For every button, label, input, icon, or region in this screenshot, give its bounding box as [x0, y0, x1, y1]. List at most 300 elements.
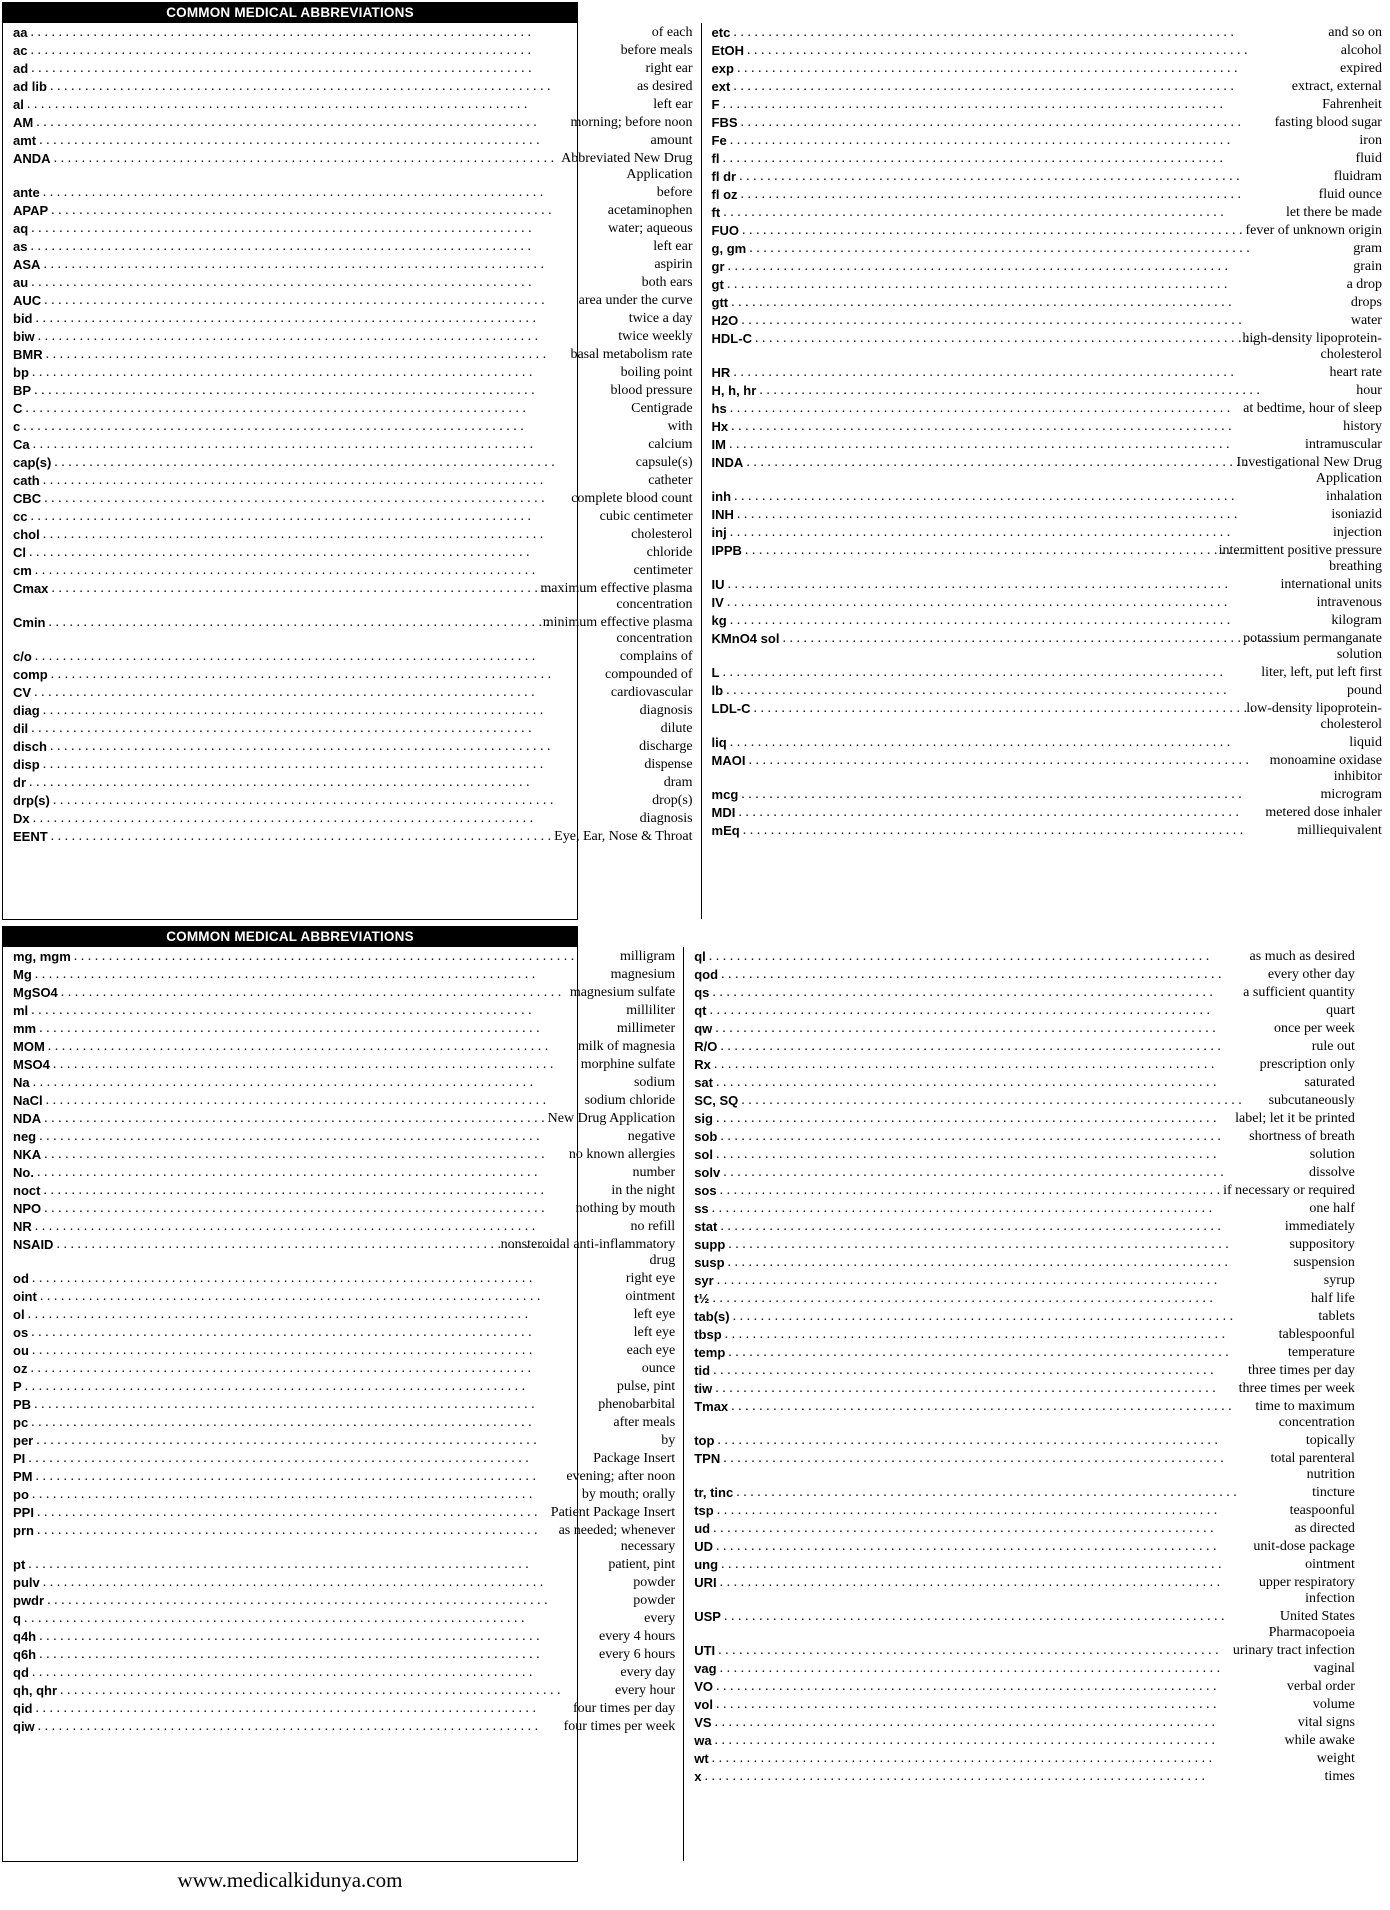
- abbreviation-meaning: nothing by mouth: [575, 1201, 676, 1216]
- abbreviation-term: IV: [711, 595, 724, 610]
- abbreviation-entry: [13, 1505, 675, 1521]
- abbreviation-entry: [694, 1111, 1355, 1127]
- abbreviation-term: ac: [13, 43, 28, 58]
- abbreviation-meaning: hour: [1356, 383, 1382, 398]
- leader-dots: [44, 293, 575, 309]
- abbreviation-term: ASA: [13, 257, 41, 272]
- abbreviation-term: q6h: [13, 1647, 37, 1662]
- abbreviation-term: MgSO4: [13, 985, 58, 1000]
- abbreviation-meaning: basal metabolism rate: [570, 347, 693, 362]
- abbreviation-entry: [712, 735, 1382, 751]
- leader-dots: [741, 1093, 1265, 1109]
- abbreviation-meaning: metered dose inhaler: [1265, 805, 1382, 820]
- abbreviation-meaning: ointment: [625, 1289, 676, 1304]
- leader-dots: [759, 383, 1353, 399]
- abbreviation-term: sat: [694, 1075, 713, 1090]
- abbreviation-term: Rx: [694, 1057, 711, 1072]
- abbreviation-meaning: half life: [1310, 1291, 1355, 1306]
- abbreviation-meaning: inhalation: [1325, 489, 1382, 504]
- abbreviation-entry: [694, 1451, 1355, 1483]
- abbreviation-entry: [13, 491, 693, 507]
- abbreviation-term: dil: [13, 721, 29, 736]
- abbreviation-entry: [694, 1363, 1355, 1379]
- leader-dots: [715, 1733, 1282, 1749]
- abbreviation-entry: [712, 753, 1382, 785]
- leader-dots: [716, 1539, 1250, 1555]
- abbreviation-meaning: discharge: [639, 739, 693, 754]
- abbreviation-meaning: drops: [1350, 295, 1382, 310]
- abbreviation-meaning: every other day: [1267, 967, 1355, 982]
- leader-dots: [728, 259, 1351, 275]
- leader-dots: [704, 1769, 1321, 1785]
- leader-dots: [51, 203, 605, 219]
- abbreviation-entry: [712, 43, 1382, 59]
- abbreviation-meaning: time to maximum concentration: [1255, 1399, 1355, 1430]
- abbreviation-entry: [13, 1219, 675, 1235]
- abbreviation-meaning: no refill: [630, 1219, 676, 1234]
- abbreviation-meaning: magnesium sulfate: [569, 985, 676, 1000]
- abbreviation-meaning: boiling point: [620, 365, 693, 380]
- abbreviation-term: USP: [694, 1609, 721, 1624]
- abbreviation-term: wt: [694, 1751, 709, 1766]
- abbreviation-term: Dx: [13, 811, 30, 826]
- abbreviation-entry: [694, 949, 1355, 965]
- leader-dots: [737, 61, 1337, 77]
- leader-dots: [54, 455, 632, 471]
- leader-dots: [37, 1505, 548, 1521]
- leader-dots: [43, 185, 654, 201]
- abbreviation-entry: [694, 1273, 1355, 1289]
- abbreviation-term: INDA: [711, 455, 744, 470]
- abbreviation-entry: [694, 1751, 1355, 1767]
- abbreviation-entry: [13, 563, 693, 579]
- abbreviation-term: pc: [13, 1415, 29, 1430]
- abbreviation-meaning: powder: [633, 1593, 676, 1608]
- abbreviation-meaning: aspirin: [654, 257, 693, 272]
- abbreviation-entry: [13, 473, 693, 489]
- leader-dots: [733, 1309, 1316, 1325]
- abbreviation-entry: [712, 25, 1382, 41]
- abbreviation-entry: [13, 1523, 675, 1555]
- abbreviation-entry: [712, 683, 1382, 699]
- abbreviation-entry: [13, 365, 693, 381]
- abbreviation-entry: [13, 1611, 675, 1627]
- abbreviation-term: tsp: [694, 1503, 714, 1518]
- abbreviation-meaning: New Drug Application: [547, 1111, 676, 1126]
- abbreviation-meaning: nonsteroidal anti-inflammatory drug: [500, 1237, 676, 1268]
- abbreviation-entry: [13, 985, 675, 1001]
- abbreviation-entry: [13, 1415, 675, 1431]
- abbreviation-meaning: and so on: [1328, 25, 1382, 40]
- leader-dots: [44, 491, 568, 507]
- leader-dots: [39, 1629, 596, 1645]
- abbreviation-entry: [13, 1237, 675, 1269]
- abbreviation-meaning: fluid ounce: [1318, 187, 1382, 202]
- abbreviation-term: noct: [13, 1183, 41, 1198]
- panel-1-left-column: [3, 23, 702, 919]
- abbreviation-meaning: ounce: [641, 1361, 676, 1376]
- leader-dots: [29, 775, 661, 791]
- leader-dots: [742, 223, 1243, 239]
- leader-dots: [39, 1129, 625, 1145]
- leader-dots: [728, 1345, 1285, 1361]
- abbreviation-term: ante: [13, 185, 40, 200]
- leader-dots: [61, 985, 567, 1001]
- abbreviation-term: ad lib: [13, 79, 47, 94]
- abbreviation-term: wa: [694, 1733, 712, 1748]
- abbreviation-term: cm: [13, 563, 32, 578]
- abbreviation-term: pwdr: [13, 1593, 45, 1608]
- abbreviation-term: q4h: [13, 1629, 37, 1644]
- abbreviation-term: chol: [13, 527, 40, 542]
- abbreviation-term: drp(s): [13, 793, 50, 808]
- abbreviation-term: UTI: [694, 1643, 716, 1658]
- abbreviation-term: gtt: [711, 295, 729, 310]
- abbreviation-term: IM: [711, 437, 726, 452]
- abbreviation-meaning: catheter: [648, 473, 693, 488]
- abbreviation-entry: [694, 1057, 1355, 1073]
- leader-dots: [32, 365, 618, 381]
- abbreviation-meaning: fever of unknown origin: [1245, 223, 1382, 238]
- leader-dots: [728, 1237, 1286, 1253]
- leader-dots: [723, 205, 1283, 221]
- leader-dots: [723, 1165, 1306, 1181]
- leader-dots: [716, 1679, 1284, 1695]
- abbreviation-term: neg: [13, 1129, 37, 1144]
- abbreviation-entry: [694, 1147, 1355, 1163]
- leader-dots: [39, 1021, 614, 1037]
- abbreviation-term: F: [711, 97, 720, 112]
- abbreviation-meaning: rule out: [1311, 1039, 1355, 1054]
- leader-dots: [715, 1715, 1295, 1731]
- abbreviation-entry: [712, 805, 1382, 821]
- abbreviation-term: comp: [13, 667, 48, 682]
- leader-dots: [730, 401, 1240, 417]
- abbreviation-meaning: solution: [1309, 1147, 1355, 1162]
- leader-dots: [74, 949, 617, 965]
- abbreviation-term: tiw: [694, 1381, 713, 1396]
- leader-dots: [718, 1643, 1230, 1659]
- abbreviation-meaning: negative: [627, 1129, 676, 1144]
- abbreviation-entry: [694, 1021, 1355, 1037]
- abbreviation-entry: [712, 295, 1382, 311]
- abbreviation-entry: [13, 1683, 675, 1699]
- leader-dots: [728, 577, 1278, 593]
- abbreviation-entry: [694, 1769, 1355, 1785]
- abbreviation-entry: [694, 1345, 1355, 1361]
- abbreviation-entry: [712, 823, 1382, 839]
- abbreviation-term: BMR: [13, 347, 43, 362]
- abbreviation-meaning: left eye: [633, 1307, 676, 1322]
- abbreviation-entry: [694, 1255, 1355, 1271]
- abbreviation-meaning: history: [1343, 419, 1382, 434]
- abbreviation-entry: [712, 525, 1382, 541]
- abbreviation-entry: [13, 739, 693, 755]
- abbreviation-entry: [13, 419, 693, 435]
- leader-dots: [724, 1609, 1196, 1625]
- abbreviation-meaning: each eye: [626, 1343, 676, 1358]
- abbreviation-meaning: ointment: [1305, 1557, 1355, 1572]
- abbreviation-entry: [13, 239, 693, 255]
- abbreviation-meaning: saturated: [1304, 1075, 1355, 1090]
- abbreviation-term: CBC: [13, 491, 42, 506]
- abbreviation-entry: [712, 383, 1382, 399]
- leader-dots: [30, 239, 650, 255]
- abbreviation-entry: [13, 25, 693, 41]
- abbreviation-meaning: every day: [620, 1665, 676, 1680]
- abbreviation-entry: [13, 401, 693, 417]
- abbreviation-entry: [694, 1003, 1355, 1019]
- abbreviation-meaning: microgram: [1320, 787, 1382, 802]
- abbreviation-entry: [13, 1487, 675, 1503]
- abbreviation-term: solv: [694, 1165, 721, 1180]
- leader-dots: [737, 507, 1328, 523]
- leader-dots: [39, 1647, 596, 1663]
- leader-dots: [36, 1433, 658, 1449]
- abbreviation-entry: [13, 793, 693, 809]
- leader-dots: [29, 545, 644, 561]
- abbreviation-meaning: right ear: [645, 61, 693, 76]
- abbreviation-meaning: evening; after noon: [566, 1469, 676, 1484]
- abbreviation-entry: [13, 329, 693, 345]
- abbreviation-meaning: amount: [650, 133, 693, 148]
- abbreviation-term: vag: [694, 1661, 717, 1676]
- abbreviation-entry: [712, 613, 1382, 629]
- abbreviation-entry: [13, 757, 693, 773]
- abbreviation-entry: [694, 1093, 1355, 1109]
- abbreviation-term: NKA: [13, 1147, 42, 1162]
- abbreviation-meaning: as needed; whenever necessary: [558, 1523, 676, 1554]
- abbreviation-meaning: Fahrenheit: [1322, 97, 1382, 112]
- abbreviation-entry: [694, 1733, 1355, 1749]
- abbreviation-entry: [712, 259, 1382, 275]
- abbreviation-meaning: complete blood count: [571, 491, 693, 506]
- abbreviation-meaning: pound: [1346, 683, 1382, 698]
- abbreviation-entry: [694, 1291, 1355, 1307]
- leader-dots: [31, 1325, 630, 1341]
- abbreviation-term: Tmax: [694, 1399, 729, 1414]
- abbreviation-term: Ca: [13, 437, 30, 452]
- leader-dots: [35, 563, 631, 579]
- abbreviation-term: MAOI: [711, 753, 746, 768]
- leader-dots: [716, 1697, 1310, 1713]
- leader-dots: [43, 257, 651, 273]
- abbreviation-meaning: unit-dose package: [1253, 1539, 1355, 1554]
- leader-dots: [725, 1327, 1276, 1343]
- abbreviation-entry: [694, 1309, 1355, 1325]
- abbreviation-meaning: compounded of: [605, 667, 693, 682]
- abbreviation-meaning: grain: [1353, 259, 1382, 274]
- abbreviation-meaning: injection: [1332, 525, 1382, 540]
- abbreviation-entry: [13, 383, 693, 399]
- abbreviation-term: MOM: [13, 1039, 45, 1054]
- abbreviation-entry: [712, 187, 1382, 203]
- abbreviation-term: FBS: [711, 115, 738, 130]
- leader-dots: [31, 61, 642, 77]
- abbreviation-term: supp: [694, 1237, 726, 1252]
- leader-dots: [30, 43, 617, 59]
- leader-dots: [720, 1661, 1311, 1677]
- abbreviation-term: cap(s): [13, 455, 52, 470]
- abbreviation-entry: [13, 811, 693, 827]
- leader-dots: [733, 365, 1326, 381]
- abbreviation-term: ol: [13, 1307, 25, 1322]
- abbreviation-term: NR: [13, 1219, 32, 1234]
- abbreviation-term: H2O: [711, 313, 739, 328]
- abbreviation-entry: [13, 79, 693, 95]
- abbreviation-meaning: milliliter: [626, 1003, 676, 1018]
- abbreviation-entry: [712, 787, 1382, 803]
- leader-dots: [47, 1593, 630, 1609]
- leader-dots: [722, 151, 1352, 167]
- abbreviation-term: pulv: [13, 1575, 40, 1590]
- abbreviation-entry: [694, 1327, 1355, 1343]
- leader-dots: [28, 1451, 590, 1467]
- abbreviation-entry: [13, 1361, 675, 1377]
- abbreviation-entry: [13, 703, 693, 719]
- abbreviation-term: hs: [711, 401, 727, 416]
- abbreviation-term: INH: [711, 507, 734, 522]
- abbreviation-entry: [694, 1075, 1355, 1091]
- abbreviation-meaning: capsule(s): [635, 455, 693, 470]
- abbreviation-meaning: shortness of breath: [1249, 1129, 1355, 1144]
- abbreviation-entry: [13, 949, 675, 965]
- leader-dots: [30, 509, 596, 525]
- abbreviation-entry: [694, 1165, 1355, 1181]
- leader-dots: [712, 1751, 1314, 1767]
- leader-dots: [32, 1271, 623, 1287]
- abbreviation-entry: [13, 721, 693, 737]
- leader-dots: [723, 1451, 1217, 1467]
- abbreviation-meaning: volume: [1312, 1697, 1355, 1712]
- leader-dots: [730, 133, 1357, 149]
- abbreviation-entry: [13, 1307, 675, 1323]
- abbreviation-term: inh: [711, 489, 732, 504]
- abbreviation-entry: [694, 1399, 1355, 1431]
- leader-dots: [50, 739, 636, 755]
- abbreviation-meaning: at bedtime, hour of sleep: [1243, 401, 1382, 416]
- abbreviation-term: APAP: [13, 203, 49, 218]
- abbreviation-entry: [712, 365, 1382, 381]
- abbreviation-entry: [13, 649, 693, 665]
- abbreviation-meaning: upper respiratory infection: [1258, 1575, 1355, 1606]
- abbreviation-entry: [694, 1433, 1355, 1449]
- abbreviation-meaning: temperature: [1288, 1345, 1355, 1360]
- leader-dots: [48, 1039, 575, 1055]
- leader-dots: [43, 757, 642, 773]
- leader-dots: [31, 1003, 623, 1019]
- abbreviation-meaning: by mouth; orally: [581, 1487, 676, 1502]
- abbreviation-term: aq: [13, 221, 29, 236]
- abbreviation-meaning: heart rate: [1329, 365, 1382, 380]
- abbreviation-term: qt: [694, 1003, 707, 1018]
- leader-dots: [741, 115, 1272, 131]
- abbreviation-entry: [13, 685, 693, 701]
- abbreviation-meaning: vital signs: [1297, 1715, 1355, 1730]
- leader-dots: [25, 401, 628, 417]
- abbreviation-term: P: [13, 1379, 22, 1394]
- leader-dots: [709, 1003, 1323, 1019]
- leader-dots: [38, 329, 616, 345]
- abbreviation-term: MDI: [711, 805, 736, 820]
- abbreviation-entry: [712, 489, 1382, 505]
- abbreviation-term: dr: [13, 775, 26, 790]
- abbreviation-entry: [13, 1057, 675, 1073]
- abbreviation-term: No.: [13, 1165, 34, 1180]
- abbreviation-term: NaCl: [13, 1093, 43, 1108]
- abbreviation-meaning: teaspoonful: [1289, 1503, 1355, 1518]
- abbreviation-entry: [13, 1451, 675, 1467]
- leader-dots: [53, 1057, 578, 1073]
- abbreviation-meaning: after meals: [613, 1415, 676, 1430]
- abbreviation-meaning: label; let it be printed: [1235, 1111, 1355, 1126]
- abbreviation-term: VO: [694, 1679, 713, 1694]
- leader-dots: [51, 667, 602, 683]
- abbreviation-meaning: sodium: [633, 1075, 676, 1090]
- abbreviation-term: ou: [13, 1343, 29, 1358]
- abbreviation-entry: [712, 313, 1382, 329]
- leader-dots: [741, 313, 1348, 329]
- abbreviation-meaning: every hour: [614, 1683, 676, 1698]
- leader-dots: [31, 275, 638, 291]
- panel-title: COMMON MEDICAL ABBREVIATIONS: [3, 3, 577, 23]
- abbreviation-meaning: three times per week: [1238, 1381, 1355, 1396]
- abbreviation-entry: [13, 43, 693, 59]
- leader-dots: [722, 665, 1258, 681]
- leader-dots: [36, 311, 626, 327]
- abbreviation-meaning: milliequivalent: [1297, 823, 1382, 838]
- leader-dots: [28, 1307, 631, 1323]
- abbreviation-meaning: intravenous: [1316, 595, 1382, 610]
- abbreviation-term: EtOH: [711, 43, 745, 58]
- abbreviation-term: Hx: [711, 419, 729, 434]
- abbreviation-entry: [13, 1469, 675, 1485]
- abbreviation-entry: [13, 115, 693, 131]
- leader-dots: [715, 1021, 1271, 1037]
- abbreviation-term: AUC: [13, 293, 42, 308]
- leader-dots: [712, 1201, 1307, 1217]
- leader-dots: [717, 1273, 1321, 1289]
- abbreviation-term: mcg: [711, 787, 739, 802]
- abbreviation-term: sig: [694, 1111, 713, 1126]
- leader-dots: [39, 133, 647, 149]
- abbreviation-meaning: while awake: [1284, 1733, 1355, 1748]
- abbreviation-meaning: monoamine oxidase inhibitor: [1269, 753, 1382, 784]
- abbreviation-entry: [13, 1343, 675, 1359]
- abbreviation-term: mm: [13, 1021, 37, 1036]
- abbreviation-entry: [694, 1539, 1355, 1555]
- abbreviation-entry: [712, 223, 1382, 239]
- abbreviation-entry: [13, 1075, 675, 1091]
- abbreviation-term: Na: [13, 1075, 30, 1090]
- leader-dots: [32, 1487, 579, 1503]
- abbreviation-entry: [13, 61, 693, 77]
- abbreviation-term: FUO: [711, 223, 739, 238]
- abbreviation-term: HR: [711, 365, 731, 380]
- leader-dots: [717, 1433, 1302, 1449]
- abbreviation-entry: [712, 169, 1382, 185]
- panel-2-left-column: [3, 947, 684, 1861]
- abbreviation-entry: [712, 277, 1382, 293]
- abbreviation-entry: [712, 437, 1382, 453]
- abbreviation-entry: [13, 1719, 675, 1735]
- leader-dots: [734, 489, 1323, 505]
- abbreviation-term: c: [13, 419, 21, 434]
- abbreviation-meaning: potassium permanganate solution: [1243, 631, 1382, 662]
- abbreviation-meaning: before: [656, 185, 693, 200]
- abbreviation-meaning: as desired: [636, 79, 693, 94]
- abbreviation-entry: [694, 1557, 1355, 1573]
